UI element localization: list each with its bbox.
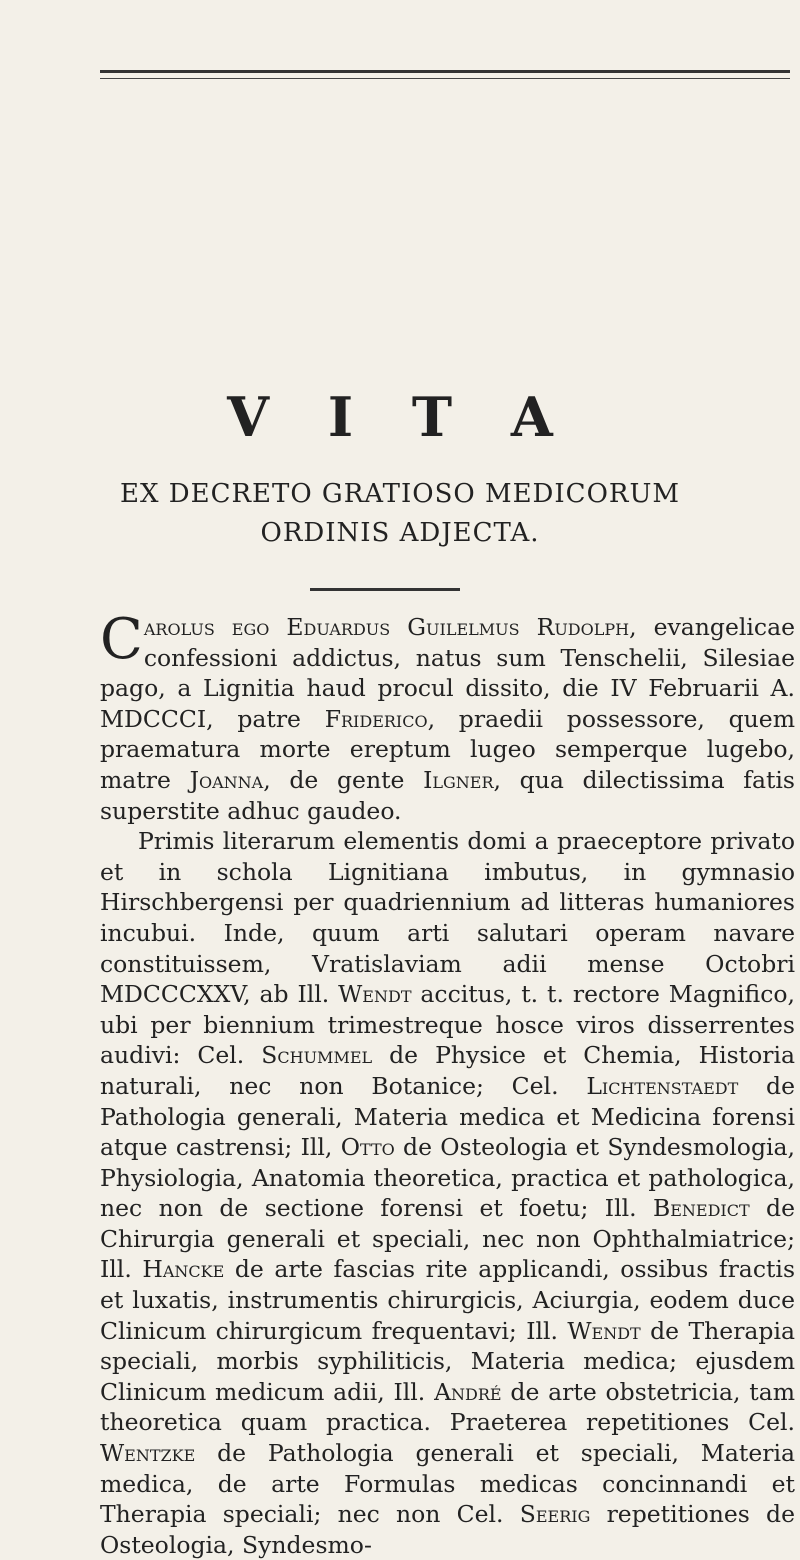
paragraph-1 bbox=[100, 607, 795, 826]
text: repetitiones de Osteologia, Syndesmo- bbox=[100, 1500, 795, 1559]
teacher-name: André bbox=[434, 1377, 502, 1406]
subtitle bbox=[0, 475, 800, 553]
author-name: arolus ego Eduardus Guilelmus Rudolph bbox=[143, 613, 630, 641]
teacher-name: Otto bbox=[340, 1133, 395, 1162]
body-text bbox=[100, 607, 796, 1560]
teacher-name: Benedict bbox=[652, 1194, 750, 1223]
text: , de gente bbox=[263, 765, 424, 794]
text: de Chirurgia generali et speciali, nec non Ophthalmiatrice; Ill. bbox=[100, 1194, 796, 1284]
teacher-name: Lichtenstaedt bbox=[586, 1071, 739, 1100]
top-rule-thin bbox=[100, 78, 790, 79]
gens-name: Ilgner bbox=[423, 765, 494, 794]
text: de arte fascias rite applicandi, ossibus fractis et luxatis, instrumentis chirurgicis, Aciurgia, eodem duce Clinicum chirurgicum frequentavi; Ill. bbox=[100, 1255, 795, 1345]
drop-cap: C bbox=[100, 607, 143, 672]
subtitle-line-1: EX DECRETO GRATIOSO MEDICORUM bbox=[119, 479, 680, 509]
text: , qua dilectissima fatis superstite adhuc gaudeo. bbox=[100, 765, 795, 825]
teacher-name: Wendt bbox=[567, 1316, 641, 1345]
paragraph-2 bbox=[100, 826, 795, 1560]
page-title: V I T A bbox=[227, 385, 573, 449]
text: de Physice et Chemia, Historia naturali, nec non Botanice; Cel. bbox=[100, 1041, 795, 1100]
text: de Pathologia generali, Materia medica et Medicina forensi atque castrensi; Ill, bbox=[100, 1071, 795, 1162]
teacher-name: Wentzke bbox=[100, 1439, 196, 1468]
text: , praedii possessore, quem praematura morte ereptum lugeo semperque lugebo, matre bbox=[100, 704, 795, 794]
text: de Pathologia generali et speciali, Materia medica, de arte Formulas medicas concinnandi et Therapia speciali; nec non Cel. bbox=[100, 1439, 795, 1529]
text: de arte obstetricia, tam theoretica quam practica. Praeterea repetitiones Cel. bbox=[100, 1377, 795, 1437]
mother-name: Joanna bbox=[189, 765, 264, 794]
top-rule bbox=[100, 70, 790, 73]
text: Primis literarum elementis domi a praeceptore privato et in schola Lignitiana imbutus, in gymnasio Hirschbergensi per quadriennium ad litteras humaniores incubui. Inde, quum arti salutari operam navare constituissem, Vratislaviam adii mense Octobri MDCCCXXV, ab Ill. bbox=[100, 827, 795, 1009]
teacher-name: Hancke bbox=[142, 1255, 225, 1284]
divider bbox=[310, 588, 460, 591]
subtitle-line-2: ORDINIS ADJECTA. bbox=[260, 518, 540, 548]
father-name: Friderico bbox=[324, 704, 428, 733]
text: de Osteologia et Syndesmologia, Physiologia, Anatomia theoretica, practica et pathologica, nec non de sectione forensi et foetu; Ill. bbox=[100, 1133, 795, 1223]
teacher-name: Wendt bbox=[338, 980, 412, 1009]
teacher-name: Seerig bbox=[519, 1500, 591, 1529]
text: de Therapia speciali, morbis syphiliticis, Materia medica; ejusdem Clinicum medicum adii, Ill. bbox=[100, 1316, 796, 1406]
text: , evangelicae confessioni addictus, natus sum Tenschelii, Silesiae pago, a Lignitia haud procul dissito, die IV Februarii A. MDCCCI, patre bbox=[100, 613, 795, 733]
teacher-name: Schummel bbox=[261, 1041, 373, 1070]
text: accitus, t. t. rectore Magnifico, ubi per biennium trimestreque hosce viros disserrentes audivi: Cel. bbox=[100, 980, 795, 1070]
